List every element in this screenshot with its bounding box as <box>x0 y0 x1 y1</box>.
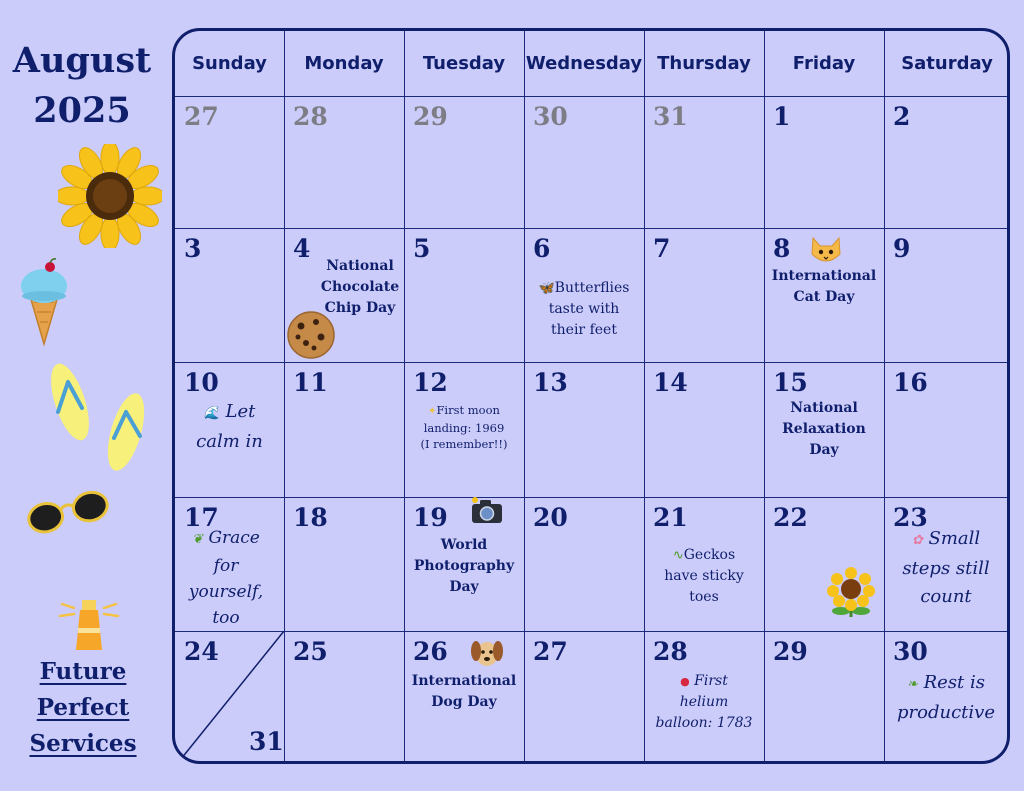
day-cell-aug-15[interactable] <box>764 362 884 497</box>
event-line: toes <box>689 589 719 605</box>
day-number: 3 <box>184 234 202 263</box>
day-cell-aug-10[interactable] <box>175 362 284 497</box>
day-number: 10 <box>184 368 219 397</box>
day-number: 27 <box>184 102 219 131</box>
day-cell[interactable] <box>284 631 404 764</box>
event-line: Day <box>449 579 479 595</box>
event-grace-for-yourself <box>175 525 277 631</box>
event-line: Relaxation <box>782 421 866 437</box>
day-number: 1 <box>773 102 791 131</box>
brand-line-2: Perfect <box>36 694 130 721</box>
event-line: Chip Day <box>324 300 396 316</box>
day-cell[interactable] <box>175 96 284 228</box>
header-sunday: Sunday <box>192 53 267 74</box>
event-line: First moon <box>436 403 500 417</box>
moon-icon: ✦ <box>428 406 437 417</box>
day-cell[interactable] <box>764 631 884 764</box>
day-number: 11 <box>293 368 328 397</box>
event-line: National <box>790 400 858 416</box>
bamboo-icon: ❦ <box>192 532 204 547</box>
day-cell[interactable] <box>284 362 404 497</box>
day-number: 6 <box>533 234 551 263</box>
event-small-steps-still-count <box>884 525 1008 611</box>
event-line: Grace <box>208 528 260 548</box>
event-line: Rest is <box>923 672 986 693</box>
day-number: 4 <box>293 234 311 263</box>
day-cell[interactable] <box>404 96 524 228</box>
day-number: 25 <box>293 637 328 666</box>
event-line: their feet <box>551 322 617 338</box>
day-cell-aug-23[interactable] <box>884 497 1010 631</box>
day-cell-aug-30[interactable] <box>884 631 1010 764</box>
event-line: Dog Day <box>431 694 497 710</box>
event-geckos-fact <box>644 545 764 608</box>
day-cell[interactable] <box>404 228 524 362</box>
day-number: 13 <box>533 368 568 397</box>
event-line: Cat Day <box>793 289 855 305</box>
day-number: 17 <box>184 503 219 532</box>
event-line: International <box>411 673 517 689</box>
event-first-moon-landing <box>404 402 524 452</box>
dog-icon <box>470 637 504 669</box>
day-cell-aug-24-31[interactable] <box>175 631 284 764</box>
event-international-cat-day <box>764 266 884 308</box>
day-cell-aug-28[interactable] <box>644 631 764 764</box>
day-number: 18 <box>293 503 328 532</box>
header-monday: Monday <box>304 53 384 74</box>
header-friday: Friday <box>792 53 856 74</box>
event-line: have sticky <box>664 568 744 584</box>
event-international-dog-day <box>404 671 524 713</box>
camera-icon <box>470 497 504 525</box>
brand-name <box>18 654 148 762</box>
sunglasses-icon <box>22 478 114 538</box>
event-line: calm in <box>196 431 263 452</box>
event-line: balloon: 1783 <box>655 715 753 731</box>
day-number: 7 <box>653 234 671 263</box>
day-number: 27 <box>533 637 568 666</box>
event-line: taste with <box>548 301 620 317</box>
event-line: yourself, <box>188 582 264 602</box>
butterfly-icon: 🦋 <box>538 281 555 296</box>
leaf-icon: ❧ <box>906 677 918 692</box>
event-line: Let <box>225 401 256 422</box>
event-line: Small <box>928 528 981 549</box>
day-cell[interactable] <box>884 362 1010 497</box>
day-number: 31 <box>653 102 688 131</box>
event-line: too <box>212 608 240 628</box>
day-cell[interactable] <box>644 228 764 362</box>
day-cell[interactable] <box>284 497 404 631</box>
day-cell-aug-8[interactable] <box>764 228 884 362</box>
event-national-relaxation-day <box>764 398 884 461</box>
balloon-icon: ● <box>680 675 690 688</box>
day-number: 12 <box>413 368 448 397</box>
sunflower-icon <box>58 144 162 248</box>
day-cell[interactable] <box>284 96 404 228</box>
event-line: (I remember!!) <box>420 437 508 451</box>
gecko-icon: ∿ <box>672 548 684 563</box>
day-cell[interactable] <box>524 96 644 228</box>
event-butterflies-fact <box>524 278 644 341</box>
day-cell-aug-6[interactable] <box>524 228 644 362</box>
sunflower-small-icon <box>826 567 876 619</box>
event-rest-is-productive <box>884 669 1008 727</box>
day-number: 14 <box>653 368 688 397</box>
flower-icon: ✿ <box>911 533 923 548</box>
brand-line-1: Future <box>39 658 127 685</box>
year: 2025 <box>33 90 131 131</box>
event-line: helium <box>679 694 729 710</box>
day-cell-aug-12[interactable] <box>404 362 524 497</box>
month-name: August <box>12 40 152 81</box>
day-cell[interactable] <box>524 631 644 764</box>
day-number-31: 31 <box>249 727 284 756</box>
event-line: productive <box>897 702 995 723</box>
day-number: 28 <box>653 637 688 666</box>
day-cell-aug-22[interactable] <box>764 497 884 631</box>
day-cell[interactable] <box>644 362 764 497</box>
event-line: landing: 1969 <box>423 421 505 435</box>
event-line: for <box>213 556 239 576</box>
day-cell-aug-17[interactable] <box>175 497 284 631</box>
event-world-photography-day <box>404 535 524 598</box>
day-cell[interactable] <box>884 228 1010 362</box>
day-number: 19 <box>413 503 448 532</box>
day-number: 26 <box>413 637 448 666</box>
day-number: 2 <box>893 102 911 131</box>
event-line: Photography <box>413 558 515 574</box>
cat-icon <box>808 232 844 266</box>
event-let-calm-in <box>175 398 284 456</box>
day-number: 29 <box>413 102 448 131</box>
header-wednesday: Wednesday <box>525 53 643 74</box>
day-cell[interactable] <box>524 497 644 631</box>
day-cell[interactable] <box>764 96 884 228</box>
day-cell[interactable] <box>524 362 644 497</box>
day-cell-aug-21[interactable] <box>644 497 764 631</box>
header-saturday: Saturday <box>901 53 993 74</box>
event-line: World <box>440 537 488 553</box>
ice-cream-icon <box>18 258 70 348</box>
day-number: 28 <box>293 102 328 131</box>
day-cell-aug-19[interactable] <box>404 497 524 631</box>
day-cell-aug-26[interactable] <box>404 631 524 764</box>
day-cell-aug-4[interactable] <box>284 228 404 362</box>
header-tuesday: Tuesday <box>422 53 506 74</box>
day-number: 22 <box>773 503 808 532</box>
event-first-helium-balloon <box>644 671 764 734</box>
day-number: 9 <box>893 234 911 263</box>
event-line: Day <box>809 442 839 458</box>
day-number: 15 <box>773 368 808 397</box>
wave-icon: 🌊 <box>203 406 220 421</box>
calendar-grid <box>172 28 1010 764</box>
month-title <box>8 36 156 136</box>
event-line: National <box>326 258 394 274</box>
day-number: 24 <box>184 637 219 666</box>
day-number: 21 <box>653 503 688 532</box>
day-number: 23 <box>893 503 928 532</box>
event-line: steps still <box>902 558 990 579</box>
day-cell[interactable] <box>175 228 284 362</box>
event-line: Chocolate <box>320 279 400 295</box>
header-thursday: Thursday <box>657 53 751 74</box>
brand-line-3: Services <box>29 730 137 757</box>
day-number: 16 <box>893 368 928 397</box>
day-number: 5 <box>413 234 431 263</box>
day-cell[interactable] <box>644 96 764 228</box>
flip-flops-icon <box>40 360 156 476</box>
cookie-icon <box>286 310 336 360</box>
day-number: 29 <box>773 637 808 666</box>
day-number: 8 <box>773 234 791 263</box>
day-cell[interactable] <box>884 96 1010 228</box>
day-number: 30 <box>893 637 928 666</box>
lighthouse-icon <box>56 596 122 652</box>
event-line: Butterflies <box>554 280 630 296</box>
day-number: 20 <box>533 503 568 532</box>
event-line: Geckos <box>683 547 736 563</box>
event-line: First <box>694 673 728 689</box>
event-line: count <box>920 586 972 607</box>
event-line: International <box>771 268 877 284</box>
day-number: 30 <box>533 102 568 131</box>
